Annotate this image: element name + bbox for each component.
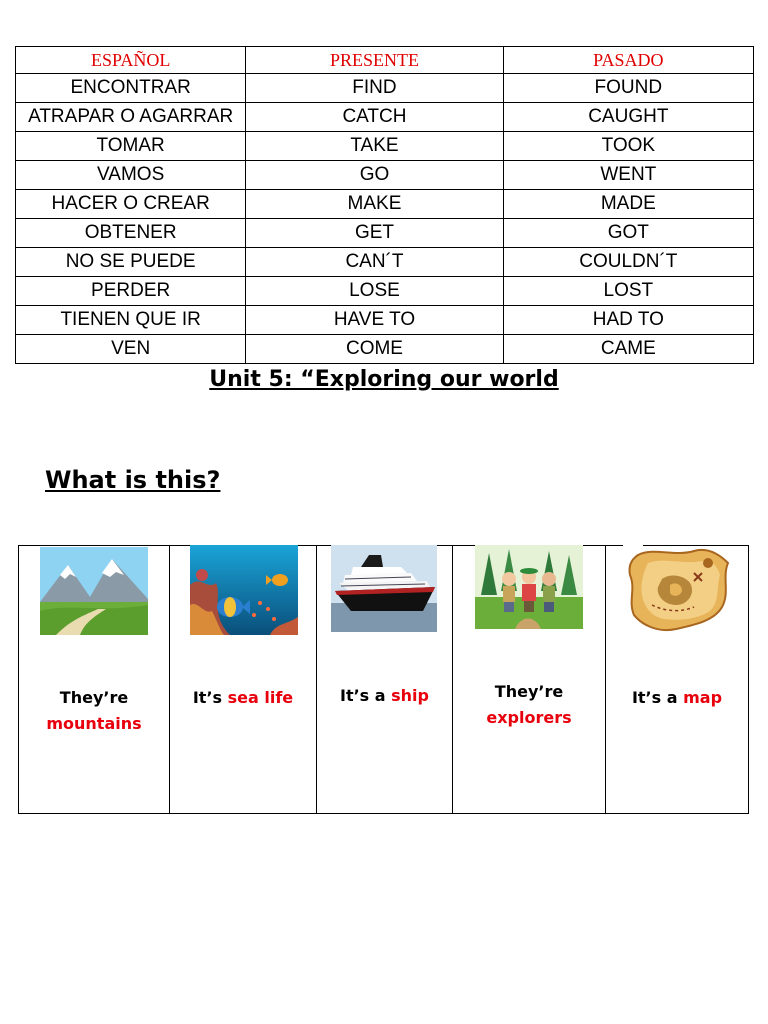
table-row — [16, 161, 754, 190]
caption-map — [606, 685, 748, 711]
caption-answer: sea life — [227, 688, 294, 707]
table-row — [16, 335, 754, 364]
caption-answer: mountains — [46, 714, 142, 733]
cell-espanol: TOMAR — [16, 132, 246, 161]
cell-pasado: CAME — [503, 335, 753, 364]
cell-pasado: TOOK — [503, 132, 753, 161]
caption-prefix: It’s a — [631, 688, 678, 707]
cell-presente: COME — [246, 335, 503, 364]
table-row — [16, 306, 754, 335]
cell-presente: FIND — [246, 74, 503, 103]
sea-life-picture — [190, 545, 298, 635]
table-row — [16, 132, 754, 161]
picture-cell-sea-life — [170, 545, 317, 814]
cell-pasado: CAUGHT — [503, 103, 753, 132]
picture-cell-map — [606, 545, 749, 814]
caption-mountains — [19, 685, 169, 737]
picture-cell-mountains — [19, 545, 170, 814]
cell-presente: GET — [246, 219, 503, 248]
picture-cell-ship — [317, 545, 453, 814]
map-picture — [624, 545, 732, 633]
cell-pasado: LOST — [503, 277, 753, 306]
cell-espanol: OBTENER — [16, 219, 246, 248]
caption-answer: map — [683, 688, 723, 707]
cell-presente: CATCH — [246, 103, 503, 132]
verb-table — [15, 46, 754, 364]
cell-presente: MAKE — [246, 190, 503, 219]
picture-table — [18, 545, 748, 814]
cell-pasado: WENT — [503, 161, 753, 190]
cell-espanol: ATRAPAR O AGARRAR — [16, 103, 246, 132]
caption-prefix: It’s — [192, 688, 223, 707]
unit-title-text: Unit 5: “Exploring our world — [209, 367, 559, 392]
caption-sea-life — [170, 685, 316, 711]
cell-pasado: HAD TO — [503, 306, 753, 335]
cell-presente: LOSE — [246, 277, 503, 306]
picture-cell-explorers — [453, 545, 606, 814]
header-pasado: PASADO — [503, 47, 753, 74]
cell-espanol: VAMOS — [16, 161, 246, 190]
unit-title — [0, 367, 768, 392]
cell-presente: TAKE — [246, 132, 503, 161]
question-heading: What is this? — [45, 466, 221, 494]
cell-pasado: FOUND — [503, 74, 753, 103]
caption-explorers — [453, 679, 605, 731]
cell-pasado: GOT — [503, 219, 753, 248]
caption-prefix: They’re — [494, 682, 564, 701]
caption-ship — [317, 683, 452, 709]
cell-espanol: NO SE PUEDE — [16, 248, 246, 277]
ship-picture — [331, 545, 437, 632]
table-row — [16, 103, 754, 132]
cell-presente: CAN´T — [246, 248, 503, 277]
cell-pasado: COULDN´T — [503, 248, 753, 277]
cell-presente: HAVE TO — [246, 306, 503, 335]
caption-prefix: It’s a — [339, 686, 386, 705]
table-header-row — [16, 47, 754, 74]
cell-presente: GO — [246, 161, 503, 190]
cell-espanol: HACER O CREAR — [16, 190, 246, 219]
cell-espanol: TIENEN QUE IR — [16, 306, 246, 335]
caption-answer: explorers — [486, 708, 572, 727]
explorers-picture — [475, 545, 583, 629]
cell-espanol: ENCONTRAR — [16, 74, 246, 103]
header-espanol: ESPAÑOL — [16, 47, 246, 74]
table-row — [16, 277, 754, 306]
cell-espanol: VEN — [16, 335, 246, 364]
table-row — [16, 74, 754, 103]
caption-prefix: They’re — [59, 688, 129, 707]
table-row — [16, 190, 754, 219]
caption-answer: ship — [391, 686, 429, 705]
header-presente: PRESENTE — [246, 47, 503, 74]
cell-pasado: MADE — [503, 190, 753, 219]
mountains-picture — [40, 547, 148, 635]
table-row — [16, 219, 754, 248]
table-row — [16, 248, 754, 277]
cell-espanol: PERDER — [16, 277, 246, 306]
